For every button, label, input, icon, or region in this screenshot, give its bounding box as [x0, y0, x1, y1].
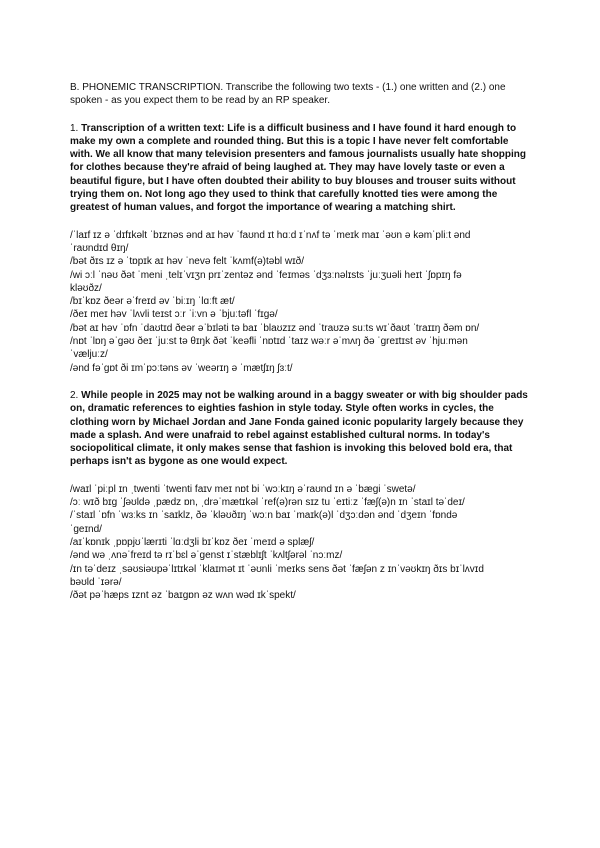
intro-instructions: B. PHONEMIC TRANSCRIPTION. Transcribe the following two texts - (1.) one written and (2.) one spoken - as you expect them to be read by an RP speaker. [70, 82, 506, 107]
ipa-line: /bət aɪ həv ˈɒfn ˈdaʊtɪd ðeər əˈbɪləti tə baɪ ˈblaʊzɪz ənd ˈtraʊzə suːts wɪˈðaʊt ˈtraɪɪŋ ðəm ɒn/ [70, 322, 480, 334]
task-1-transcription [70, 229, 532, 375]
ipa-line: /ɔː wɪð bɪg ˈʃəʊldə ˌpædz ɒn, ˌdrəˈmætɪkəl ˈref(ə)rən sɪz tu ˈeɪtiːz ˈfæʃ(ə)n ɪn ˈstaɪl təˈdeɪ/ [70, 497, 465, 509]
ipa-line: /ɪn təˈdeɪz ˌsəʊsiəʊpəˈlɪtɪkəl ˈklaɪmət ɪt ˈəʊnli ˈmeɪks sens ðət ˈfæʃən z ɪnˈvəʊkɪŋ ðɪs bɪˈlʌvɪd [70, 563, 484, 575]
ipa-line: /waɪl ˈpiːpl ɪn ˌtwenti ˈtwenti faɪv meɪ nɒt bi ˈwɔːkɪŋ əˈraʊnd ɪn ə ˈbægi ˈswetə/ [70, 483, 416, 495]
task-2-transcription [70, 483, 532, 603]
ipa-line: ˈgeɪnd/ [70, 523, 102, 535]
ipa-line: kləʊðz/ [70, 282, 102, 294]
task-1-text: Transcription of a written text: Life is a difficult business and I have found it hard enough to make my own a complete and rounded thing. But this is a topic I have never felt comfortable with. We all know that many television presenters and famous journalists usually hate shopping for clothes because they're afraid of being laughed at. They may have lovely taste or even a beautiful figure, but I have often doubted their ability to buy blouses and trouser suits without trying them on. Not long ago they used to think that carefully knotted ties were among the greatest of human values, and forgot the importance of wearing a matching shirt. [70, 122, 527, 214]
task-2-text: While people in 2025 may not be walking around in a baggy sweater or with big shoulder pads on, dramatic references to eighties fashion in style today. Style often works in cycles, the clothing worn by Michael Jordan and Jane Fonda gained iconic popularity largely because they made a splash. And were unafraid to rebel against established cultural norms. In today's sociopolitical climate, it only makes sense that fashion is invoking this beloved bold era, that perhaps isn't as bygone as one would expect. [70, 389, 528, 468]
ipa-line: /ənd fəˈgɒt ði ɪmˈpɔːtəns əv ˈweərɪŋ ə ˈmætʃɪŋ ʃɜːt/ [70, 362, 293, 374]
ipa-line: /ənd wə ˌʌnəˈfreɪd tə rɪˈbɛl əˈgenst ɪˈstæblɪʃt ˈkʌltʃərəl ˈnɔːmz/ [70, 550, 343, 562]
task-2-number: 2. [70, 389, 79, 401]
ipa-line: /ˈlaɪf ɪz ə ˈdɪfɪkəlt ˈbɪznəs ənd aɪ həv ˈfaʊnd ɪt hɑːd ɪˈnʌf tə ˈmeɪk maɪ ˈəʊn ə kəmˈpliːt ənd [70, 229, 471, 241]
ipa-line: /bɪˈkɒz ðeər əˈfreɪd əv ˈbiːɪŋ ˈlɑːft æt/ [70, 296, 235, 308]
task-2-prompt [70, 389, 532, 469]
ipa-line: /nɒt ˈlɒŋ əˈgəʊ ðeɪ ˈjuːst tə θɪŋk ðət ˈkeəfli ˈnɒtɪd ˈtaɪz wəːr əˈmʌŋ ðə ˈgreɪtɪst əv ˈhjuːmən [70, 336, 468, 348]
ipa-line: bəʊld ˈɪərə/ [70, 576, 122, 588]
ipa-line: ˈvæljuːz/ [70, 349, 108, 361]
task-1-number: 1. [70, 122, 79, 134]
document-page [70, 81, 532, 616]
ipa-line: /ðeɪ meɪ həv ˈlʌvli teɪst ɔːr ˈiːvn ə ˈbjuːtəfl ˈfɪgə/ [70, 309, 278, 321]
ipa-line: /wi ɔːl ˈnəʊ ðət ˈmeni ˌtelɪˈvɪʒn prɪˈzentəz ənd ˈfeɪməs ˈdʒɜːnəlɪsts ˈjuːʒuəli heɪt ˈʃɒpɪŋ fə [70, 269, 462, 281]
ipa-line: ˈraʊndɪd θɪŋ/ [70, 242, 129, 254]
ipa-line: /aɪˈkɒnɪk ˌpɒpjʊˈlærɪti ˈlɑːdʒli bɪˈkɒz ðeɪ ˈmeɪd ə splæʃ/ [70, 536, 315, 548]
task-1-prompt [70, 122, 532, 215]
ipa-line: /ˈstaɪl ˈɒfn ˈwɜːks ɪn ˈsaɪklz, ðə ˈkləʊðɪŋ ˈwɔːn baɪ ˈmaɪk(ə)l ˈdʒɔːdən ənd ˈdʒeɪn ˈfɒndə [70, 510, 458, 522]
ipa-line: /ðət pəˈhæps ɪznt əz ˈbaɪgɒn əz wʌn wəd ɪkˈspekt/ [70, 590, 296, 602]
ipa-line: /bət ðɪs ɪz ə ˈtɒpɪk aɪ həv ˈnevə felt ˈkʌmf(ə)təbl wɪð/ [70, 256, 304, 268]
